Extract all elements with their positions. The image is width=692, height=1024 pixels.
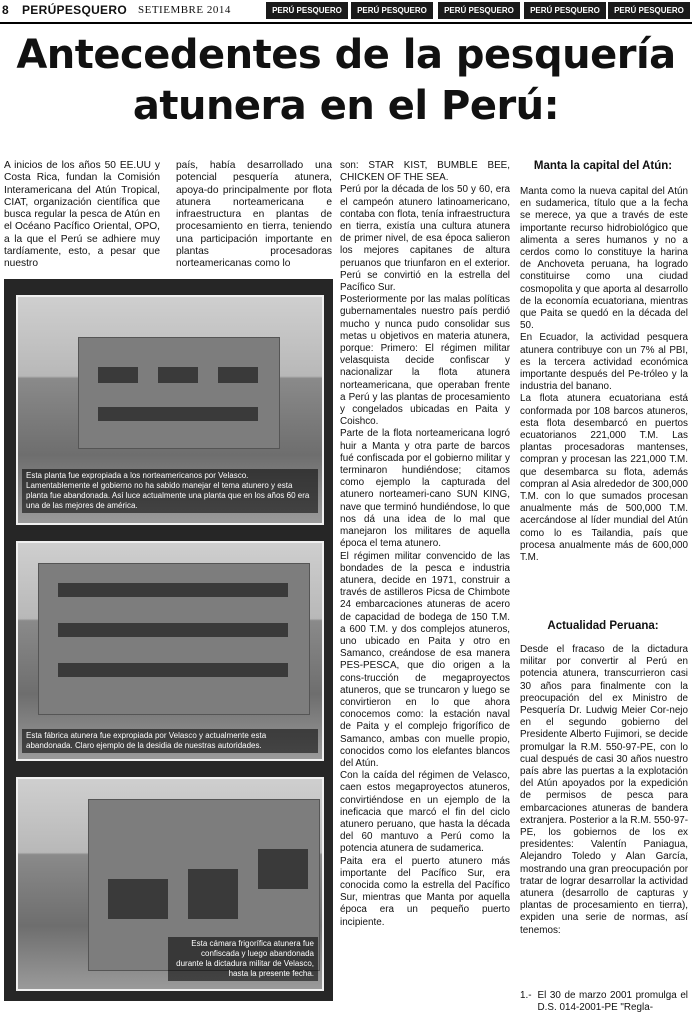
column-2-intro (176, 160, 332, 271)
column-1-intro (4, 160, 160, 271)
publication-logo: PERÚ PESQUERO (266, 2, 348, 19)
paragraph: En Ecuador, la actividad pesquera atunera contribuye con un 7% al PBI, es la tercera actividad económica importante después del Pe-tróleo y la industria del banano. (520, 332, 688, 393)
photo-abandoned-factory (16, 541, 324, 761)
column-4-part-2 (520, 644, 688, 937)
section-heading: Manta la capital del Atún: (533, 160, 673, 172)
column-3 (340, 160, 510, 929)
photo-cold-storage (16, 777, 324, 991)
issue-date: SETIEMBRE 2014 (138, 4, 231, 16)
paragraph: Perú por la década de los 50 y 60, era el campeón atunero latinoamericano, contaba con flota, tenía infraestructura en tierra, existía una cultura atunera de primer nivel, de esa época salieron los mejores capitanes de altura peruanos que triunfaron en el exterior. Perú se convirtió en la estrella del Pacífico Sur. (340, 184, 510, 294)
publication-name: PERÚPESQUERO (22, 3, 127, 17)
column-4-part-1 (520, 186, 688, 564)
list-number: 1.- (520, 990, 532, 1001)
page-number: 8 (2, 3, 9, 17)
paragraph: La flota atunera ecuatoriana está conformada por 108 barcos atuneros, esta flota desembarcó en puertos ecuatorianos 221,000 T.M. Las plantas procesadoras mantenses, compran y procesan las 221,000 T.M. que desembarca su flota, además compran al Asia alrededor de 300,000 T.M. con lo que sumados procesan anualmente más de 500,000 T.M. acercándose al líder mundial del Atún como lo es Tailandia, país que procesa anualmente más de 600,000 T.M. (520, 393, 688, 564)
paragraph: son: STAR KIST, BUMBLE BEE, CHICKEN OF THE SEA. (340, 160, 510, 184)
publication-logo: PERÚ PESQUERO (351, 2, 433, 19)
publication-logo: PERÚ PESQUERO (608, 2, 690, 19)
publication-logo: PERÚ PESQUERO (438, 2, 520, 19)
photo-panel (4, 279, 333, 1001)
paragraph: A inicios de los años 50 EE.UU y Costa Rica, fundan la Comisión Interamericana del Atún Tropical, CIAT, organización científica que busca regular la pesca de Atún en el Océano Pacífico Oriental, OPO, a la que el Perú se adhiere muy tardíamente, esto, a pesar que nuestro (4, 160, 160, 270)
page-header (0, 0, 692, 24)
section-heading: Actualidad Peruana: (547, 620, 659, 632)
paragraph: Parte de la flota norteamericana logró huir a Manta y otra parte de barcos fué confiscada por el gobierno militar y terminaron hundiéndose; citamos como ejemplo la capturada del atunero norteameri-cano SUN KING, nave que terminó hundiéndose, lo que nos dá una idea de lo mal que manejaron los militares de aquella época el tema atunero. (340, 428, 510, 550)
paragraph: Desde el fracaso de la dictadura militar por convertir al Perú en potencia atunera, transcurrieron casi 30 años para finalmente con la preocupación del ex Ministro de Pesquería Dr. Ludwig Meier Cor-nejo en el segundo gobierno del Presidente Alberto Fujimori, se decide promulgar la R.M. 550-97-PE, con lo cual después de casi 30 años nuestro país abre las puertas a la explotación del Atún apoyados por la expedición de permisos de pesca para embarcaciones atuneras de bandera extranjera. Posterior a la R.M. 550-97-PE, los gobiernos de los ex presidentes: Valentín Paniagua, Alejandro Toledo y Alan García, mostrando una gran preocupación por tratar de lograr desarrollar la actividad atunera (desarrollo de capturas y plantas de procesamiento en tierra), expiden una serie de normas, así tenemos: (520, 644, 688, 936)
numbered-list-item (520, 990, 688, 1014)
article-headline (0, 30, 692, 132)
photo-abandoned-plant (16, 295, 324, 525)
paragraph: Posteriormente por las malas políticas gubernamentales nuestro país perdió mucho y nunca pudo consolidar sus metas u objetivos en materia atunera, porque: Primero: El régimen militar velasquista decide confiscar y nacionalizar la flota atunera norteamericana, que operaban frente a Perú y las plantas de procesamiento y congelados ubicadas en Paita y Coishco. (340, 294, 510, 428)
paragraph: Manta como la nueva capital del Atún en sudamerica, título que a la fecha se merece, ya que a través de este importante recurso hidrobiológico que alimenta a seres humanos y no a cerdos como lo constituye la harina de Anchoveta peruana, ha logrado constituirse como una ciudad cosmopolita y que aporta al desarrollo de la economía ecuatoriana, mientras que Paita se quedó en la década del 50. (520, 186, 688, 332)
photo-caption: Esta cámara frigorífica atunera fue confiscada y luego abandonada durante la dictadura militar de Velasco, hasta la presente fecha. (168, 937, 318, 981)
paragraph: Paita era el puerto atunero más importante del Pacífico Sur, era conocida como la estrella del Pacífico Sur, mientras que Manta por aquella época era un pequeño puerto incipiente. (340, 855, 510, 928)
headline-line-2: atunera en el Perú: (132, 83, 560, 129)
headline-line-1: Antecedentes de la pesquería (16, 32, 676, 78)
paragraph: país, había desarrollado una potencial pesquería atunera, apoya-do principalmente por flota atunera norteamericana e infraestructura en plantas de procesamiento en tierra, teniendo una participación importante en plantas procesadoras norteamericanas como lo (176, 160, 332, 270)
photo-caption: Esta planta fue expropiada a los norteamericanos por Velasco. Lamentablemente el gobierno no ha sabido manejar el tema atunero y esta planta fue abandonada. Así luce actualmente una planta que en los años 60 era una de las mejores de américa. (22, 469, 318, 513)
paragraph: Con la caída del régimen de Velasco, caen estos megaproyectos atuneros, convirtiéndose en un ejemplo de la ineficacia que marcó el fin del ciclo atunero peruano, que hasta la década del 60 mantuvo a Perú como la potencia atunera de sudamerica. (340, 770, 510, 855)
photo-caption: Esta fábrica atunera fue expropiada por Velasco y actualmente esta abandonada. Claro ejemplo de la desidia de nuestras autoridades. (22, 729, 318, 753)
paragraph: El régimen militar convencido de las bondades de la pesca e industria atunera, decide en 1971, construir a través de astilleros Picsa de Chimbote 24 embarcaciones atuneras de acero de capacidad de bodega de 150 T.M. a 600 T.M. y dos complejos atuneros, uno ubicado en Paita y otro en Samanco, creándose de esa manera PES-PESCA, que dio origen a la cons-trucción de megaproyectos atuneros, que se truncaron y luego se convirtieron en lo que ahora conocemos como: la estación naval de Paita y el complejo frigorífico de Samanco, ambas con muelle propio, conocidos como los elefantes blancos del Atún. (340, 550, 510, 769)
publication-logo: PERÚ PESQUERO (524, 2, 606, 19)
list-text: El 30 de marzo 2001 promulga el D.S. 014-2001-PE "Regla- (537, 990, 688, 1014)
